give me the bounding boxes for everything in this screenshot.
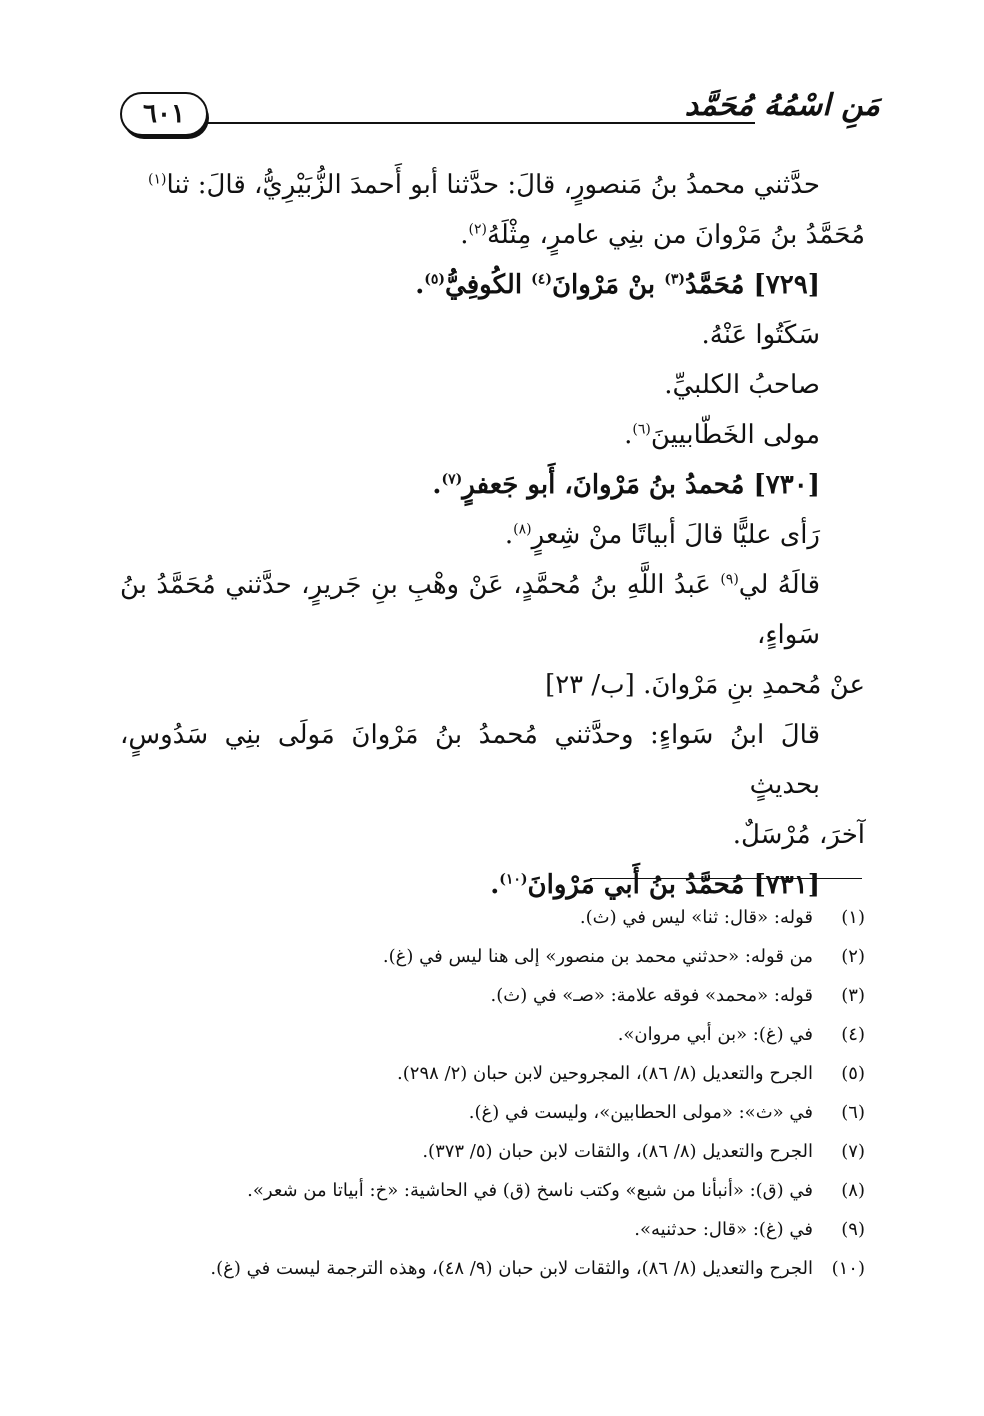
footnote-separator [590, 878, 862, 879]
text-line: قالَ ابنُ سَواءٍ: وحدَّثني مُحمدُ بنُ مَرْوانَ مَولَى بنِي سَدُوسٍ، بحديثٍ [120, 720, 820, 800]
line-end: . [460, 220, 469, 250]
footnote-ref: (٦) [632, 421, 651, 438]
footnote [120, 1132, 865, 1171]
footnote-ref: (٢) [468, 221, 487, 238]
footnote-number: (٩) [841, 1219, 865, 1240]
line-end: . [415, 270, 425, 300]
main-text [120, 160, 865, 910]
entry-number: [٧٣١] [753, 870, 820, 900]
text-line [120, 560, 865, 660]
footnote-text: قوله: «محمد» فوقه علامة: «صـ» في (ث). [490, 985, 813, 1006]
footnote-ref: (٥) [424, 271, 446, 288]
footnote-text: في «ث»: «مولى الحطابين»، وليست في (غ). [468, 1102, 813, 1123]
text-line: صاحبُ الكلبيِّ. [664, 370, 820, 400]
footnote-text: الجرح والتعديل (٨/ ٨٦)، والثقات لابن حبان (٩/ ٤٨)، وهذه الترجمة ليست في (غ). [210, 1258, 813, 1279]
footnote [120, 1093, 865, 1132]
footnote-text: في (غ): «بن أبي مروان». [617, 1024, 813, 1045]
footnote-number: (١) [841, 907, 865, 928]
entry-name: مُحمَّدُ بنُ أَبي مَرْوانَ [527, 870, 745, 900]
footnote-number: (٨) [841, 1180, 865, 1201]
footnote-ref: (٨) [513, 521, 532, 538]
line-text: عَبدُ اللَّهِ بنُ مُحمَّدٍ، عَنْ وهْبِ بنِ جَريرٍ، حدَّثني مُحَمَّدُ بنُ سَواءٍ، [120, 570, 820, 650]
footnote-ref: (٧) [441, 471, 463, 488]
header-rule [190, 122, 755, 124]
footnote [120, 898, 865, 937]
text-line [120, 510, 865, 560]
footnote [120, 1015, 865, 1054]
footnote [120, 1210, 865, 1249]
entry-number: [٧٣٠] [753, 470, 820, 500]
line-text: قالَهُ لي [738, 570, 821, 600]
footnote-number: (٧) [841, 1141, 865, 1162]
line-text: حدَّثني محمدُ بنُ مَنصورٍ، قالَ: حدَّثنا أبو أَحمدَ الزُّبَيْرِيُّ، قالَ: ثنا [166, 170, 820, 200]
entry-heading-730 [120, 460, 865, 510]
text-line: سَكَتُوا عَنْهُ. [701, 320, 820, 350]
text-line [120, 160, 865, 210]
footnote-number: (٣) [841, 985, 865, 1006]
footnote-ref: (١) [148, 171, 167, 188]
line-text: مُحَمَّدُ بنُ مَرْوانَ من بنِي عامرٍ، مِثْلَهُ [486, 220, 865, 250]
footnote-text: في (غ): «قال: حدثنيه». [634, 1219, 813, 1240]
entry-number: [٧٢٩] [753, 270, 820, 300]
running-title: مَنِ اسْمُهُ مُحَمَّد [684, 88, 880, 123]
footnote [120, 1054, 865, 1093]
footnote-ref: (١٠) [499, 871, 528, 888]
entry-heading-729 [120, 260, 865, 310]
entry-name: الكُوفِيُّ [445, 270, 523, 300]
footnote-number: (٤) [841, 1024, 865, 1045]
page-header [120, 88, 880, 144]
line-text: رَأى عليًّا قالَ أبياتًا منْ شِعرٍ [531, 520, 820, 550]
footnote-ref: (٩) [720, 571, 739, 588]
footnote-number: (٢) [841, 946, 865, 967]
footnote [120, 976, 865, 1015]
footnote-text: في (ق): «أنبأنا من شبع» وكتب ناسخ (ق) في الحاشية: «خ: أبياتا من شعر». [247, 1180, 813, 1201]
footnote-text: الجرح والتعديل (٨/ ٨٦)، المجروحين لابن حبان (٢/ ٢٩٨). [397, 1063, 813, 1084]
footnote-ref: (٤) [531, 271, 552, 288]
footnote-ref: (٣) [664, 271, 686, 288]
page-number: ٦٠١ [120, 92, 208, 136]
footnote-number: (١٠) [831, 1258, 865, 1279]
footnote [120, 937, 865, 976]
line-end: . [432, 470, 442, 500]
text-line [120, 410, 865, 460]
entry-name: بنْ مَرْوانَ [551, 270, 656, 300]
text-line: آخرَ، مُرْسَلٌ. [732, 820, 865, 850]
footnote-text: الجرح والتعديل (٨/ ٨٦)، والثقات لابن حبان (٥/ ٣٧٣). [422, 1141, 813, 1162]
line-end: . [624, 420, 633, 450]
footnote [120, 1249, 865, 1288]
entry-name: مُحمدُ بنُ مَرْوانَ، أَبو جَعفرٍ [462, 470, 745, 500]
footnote-number: (٦) [841, 1102, 865, 1123]
text-line: عنْ مُحمدِ بنِ مَرْوانَ. [ب/ ٢٣] [545, 670, 865, 700]
line-end: . [504, 520, 514, 550]
footnotes-list [120, 898, 865, 1288]
footnote-text: من قوله: «حدثني محمد بن منصور» إلى هنا ليس في (غ). [382, 946, 813, 967]
entry-name: مُحَمَّدُ [685, 270, 745, 300]
footnote [120, 1171, 865, 1210]
text-line [120, 210, 865, 260]
line-end: . [490, 870, 500, 900]
footnote-number: (٥) [841, 1063, 865, 1084]
line-text: مولى الخَطّابيينَ [650, 420, 820, 450]
footnote-text: قوله: «قال: ثنا» ليس في (ث). [579, 907, 813, 928]
